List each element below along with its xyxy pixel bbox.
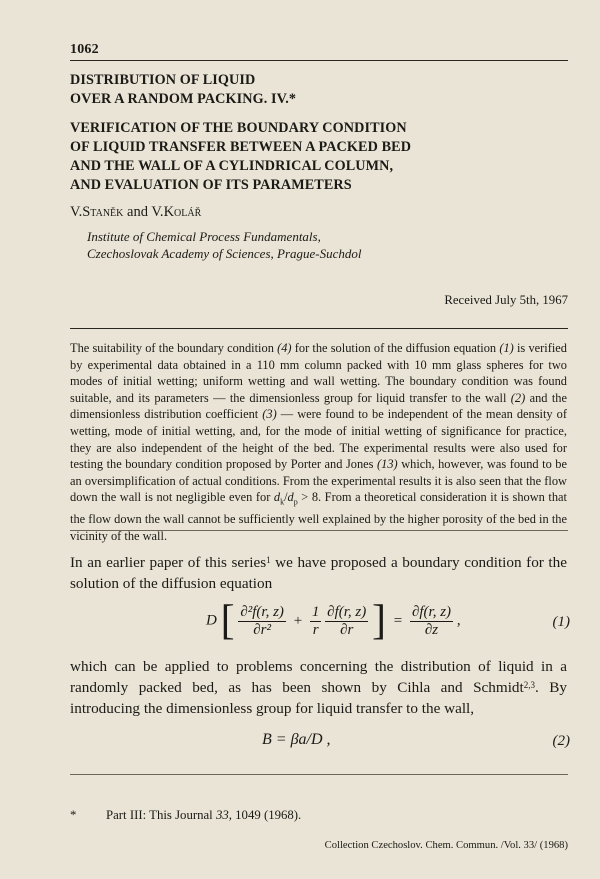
body-paragraph: In an earlier paper of this series$^1$ we have proposed a boundary condition for the solution of the diffusion equation [70,554,567,592]
abstract-bottom-rule [70,530,568,531]
article-title [70,71,570,195]
equation-1: D [ $\frac{\text{∂²f(r, z)}}{\text{∂r²}}$ + $\frac{1}{r}$ $\frac{\partial f(r, z)}{\partial r}$ ] = $\frac{\partial f(r, z)}{\partial z}$ , [206,598,461,644]
body-paragraph: which can be applied to problems concerning the distribution of liquid in a randomly packed bed, as has been shown by Cihla and Schmidt$^{2,3}$. By introducing the dimensionless group for liquid transfer to the wall, [70,658,567,717]
footnote: * Part III: This Journal 33, 1049 (1968). [70,808,302,822]
author-name: Staněk [82,204,124,220]
affiliation: Institute of Chemical Process Fundamentals, Czechoslovak Academy of Sciences, Prague-Suchdol [87,229,362,261]
subtitle-line: AND EVALUATION OF ITS PARAMETERS [70,177,352,193]
journal-footer: Collection Czechoslov. Chem. Commun. /Vol. 33/ (1968) [324,840,568,851]
equation-number: (2) [552,733,570,749]
title-line: DISTRIBUTION OF LIQUID [70,72,256,88]
subtitle-line: AND THE WALL OF A CYLINDRICAL COLUMN, [70,158,394,174]
received-date: Received July 5th, 1967 [444,293,568,307]
subtitle-line: OF LIQUID TRANSFER BETWEEN A PACKED BED [70,139,412,155]
abstract: The suitability of the boundary condition (4) for the solution of the diffusion equation (1) is verified by experimental data obtained in a 110 mm column packed with 10 mm glass spheres for two modes of initial wetting; uniform wetting and wall wetting. The boundary condition was found suitable, and its parameters — the dimensionless group for liquid transfer to the wall (2) and the dimensionless distribution coefficient (3) — were found to be independent of the mean density of wetting, mode of initial wetting, and, for the mode of initial wetting of significance for practice, they are also independent of the height of the bed. The experimental results were also used for testing the boundary condition proposed by Porter and Jones (13) which, however, was found to be an oversimplification of actual conditions. From the experimental results it is also seen that the flow down the wall is not negligible even for $d_k/d_p > 8$. From a theoretical consideration it is shown that the flow down the wall cannot be sufficiently well explained by the higher porosity of the bed in the vicinity of the wall. [70,341,567,543]
abstract-top-rule [70,328,568,329]
equation-2: B = βa/D , [262,731,331,748]
authors: V.Staněk and V.Kolář [70,204,202,220]
title-line: OVER A RANDOM PACKING. IV.* [70,91,297,107]
subtitle-line: VERIFICATION OF THE BOUNDARY CONDITION [70,120,407,136]
equation-number: (1) [552,614,570,630]
footnote-rule [70,774,568,775]
page-number: 1062 [70,42,99,57]
header-rule [70,60,568,61]
author-name: Kolář [163,204,202,220]
